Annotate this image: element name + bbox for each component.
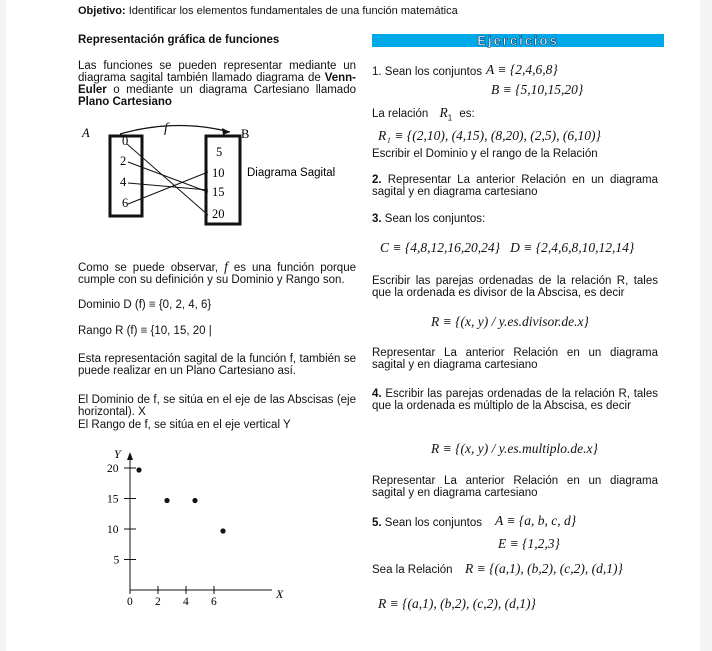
ex3-task: Escribir las parejas ordenadas de la relación R, tales que la ordenada es divisor de la Abscisa, es decir <box>372 275 658 299</box>
ex2: 2. Representar La anterior Relación en un diagrama sagital y en diagrama cartesiano <box>372 174 658 198</box>
ex1-set-a: A ≡ {2,4,6,8} <box>486 62 558 77</box>
y-tick-label: 10 <box>107 524 119 536</box>
ex3-relation: R ≡ {(x, y) / y.es.divisor.de.x} <box>431 314 589 329</box>
ex5-set-a: A ≡ {a, b, c, d} <box>495 513 577 528</box>
ex4-represent: Representar La anterior Relación en un diagrama sagital y en diagrama cartesiano <box>372 475 658 499</box>
f-label: f <box>164 121 168 136</box>
range-axis-note: El Rango de f, se sitúa en el eje vertical Y <box>78 419 291 431</box>
objective-text: Identificar los elementos fundamentales de una función matemática <box>125 5 458 17</box>
intro-paragraph: Las funciones se pueden representar mediante un diagrama sagital también llamado diagrama de Venn-Euler o mediante un diagrama Cartesiano llamado Plano Cartesiano <box>78 60 356 108</box>
document-page <box>6 0 700 651</box>
cartesian-note: Esta representación sagital de la función f, también se puede realizar en un Plano Cartesiano así. <box>78 353 356 377</box>
y-axis-label: Y <box>114 447 121 461</box>
ex4-relation: R ≡ {(x, y) / y.es.multiplo.de.x} <box>431 441 598 456</box>
b-value: 20 <box>212 207 225 221</box>
x-axis-label: X <box>276 587 284 601</box>
f-arrowhead <box>222 128 230 135</box>
a-value: 2 <box>120 154 127 168</box>
dominio-line: Dominio D (f) ≡ {0, 2, 4, 6} <box>78 299 212 311</box>
y-axis-arrowhead <box>127 452 133 460</box>
b-value: 10 <box>212 166 225 180</box>
exercises-banner-title: Ejercicios <box>477 33 559 48</box>
domain-axis-note: El Dominio de f, se sitúa en el eje de las Abscisas (eje horizontal). X <box>78 394 356 418</box>
rango-line: Rango R (f) ≡ {10, 15, 20 | <box>78 325 212 337</box>
objective-line <box>78 5 678 17</box>
a-value: 0 <box>122 134 129 148</box>
exercises-banner <box>372 34 664 47</box>
mapping-arrow <box>128 183 208 190</box>
a-value: 6 <box>122 196 129 210</box>
ex5-set-e: E ≡ {1,2,3} <box>498 536 560 551</box>
data-point <box>192 498 197 503</box>
objective-label: Objetivo: <box>78 5 126 17</box>
a-value: 4 <box>120 175 127 189</box>
cartesian-plot <box>76 440 306 612</box>
sagittal-diagram <box>76 120 356 230</box>
b-value: 15 <box>212 185 225 199</box>
observe-paragraph: Como se puede observar, f es una función porque cumple con su definición y su Dominio y Rango son. <box>78 259 356 286</box>
x-tick-label: 6 <box>211 596 217 608</box>
x-tick-label: 2 <box>155 596 161 608</box>
plot-layer <box>107 447 284 608</box>
f-arrow-curve <box>120 125 230 134</box>
b-value: 5 <box>216 145 223 159</box>
ex1-relation: R₁ ≡ {(2,10), (4,15), (8,20), (2,5), (6,10)} <box>378 128 601 143</box>
ex3-sets: C ≡ {4,8,12,16,20,24} D ≡ {2,4,6,8,10,12,14} <box>380 240 635 255</box>
x-tick-label: 4 <box>183 596 189 608</box>
ex5-intro: 5. Sean los conjuntos <box>372 517 482 529</box>
ex1-task: Escribir el Dominio y el rango de la Relación <box>372 148 598 160</box>
data-point <box>164 498 169 503</box>
ex5-relation: R ≡ {(a,1), (b,2), (c,2), (d,1)} <box>465 561 623 576</box>
data-point <box>220 528 225 533</box>
y-tick-label: 5 <box>113 554 120 567</box>
set-a-label: A <box>82 126 90 140</box>
ex3-intro: 3. Sean los conjuntos: <box>372 213 486 225</box>
y-tick-label: 15 <box>107 493 119 506</box>
set-b-label: B <box>241 127 250 141</box>
ex1-relation-line: La relación $R_1$ es: <box>372 105 475 123</box>
ex1-intro: 1. Sean los conjuntos <box>372 66 482 78</box>
data-point <box>136 467 141 472</box>
y-tick-label: 20 <box>107 463 119 475</box>
ex5-relation-repeat: R ≡ {(a,1), (b,2), (c,2), (d,1)} <box>378 596 536 611</box>
ex1-set-b: B ≡ {5,10,15,20} <box>491 82 584 97</box>
ex4-task: 4. Escribir las parejas ordenadas de la relación R, tales que la ordenada es múltiplo de la Abscisa, es decir <box>372 388 658 412</box>
section-heading: Representación gráfica de funciones <box>78 34 280 46</box>
sagittal-caption: Diagrama Sagital <box>247 167 336 179</box>
ex5-relation-label: Sea la Relación <box>372 564 453 576</box>
ex3-represent: Representar La anterior Relación en un diagrama sagital y en diagrama cartesiano <box>372 347 658 371</box>
x-tick-label: 0 <box>127 596 133 608</box>
mapping-arrow <box>127 144 208 215</box>
